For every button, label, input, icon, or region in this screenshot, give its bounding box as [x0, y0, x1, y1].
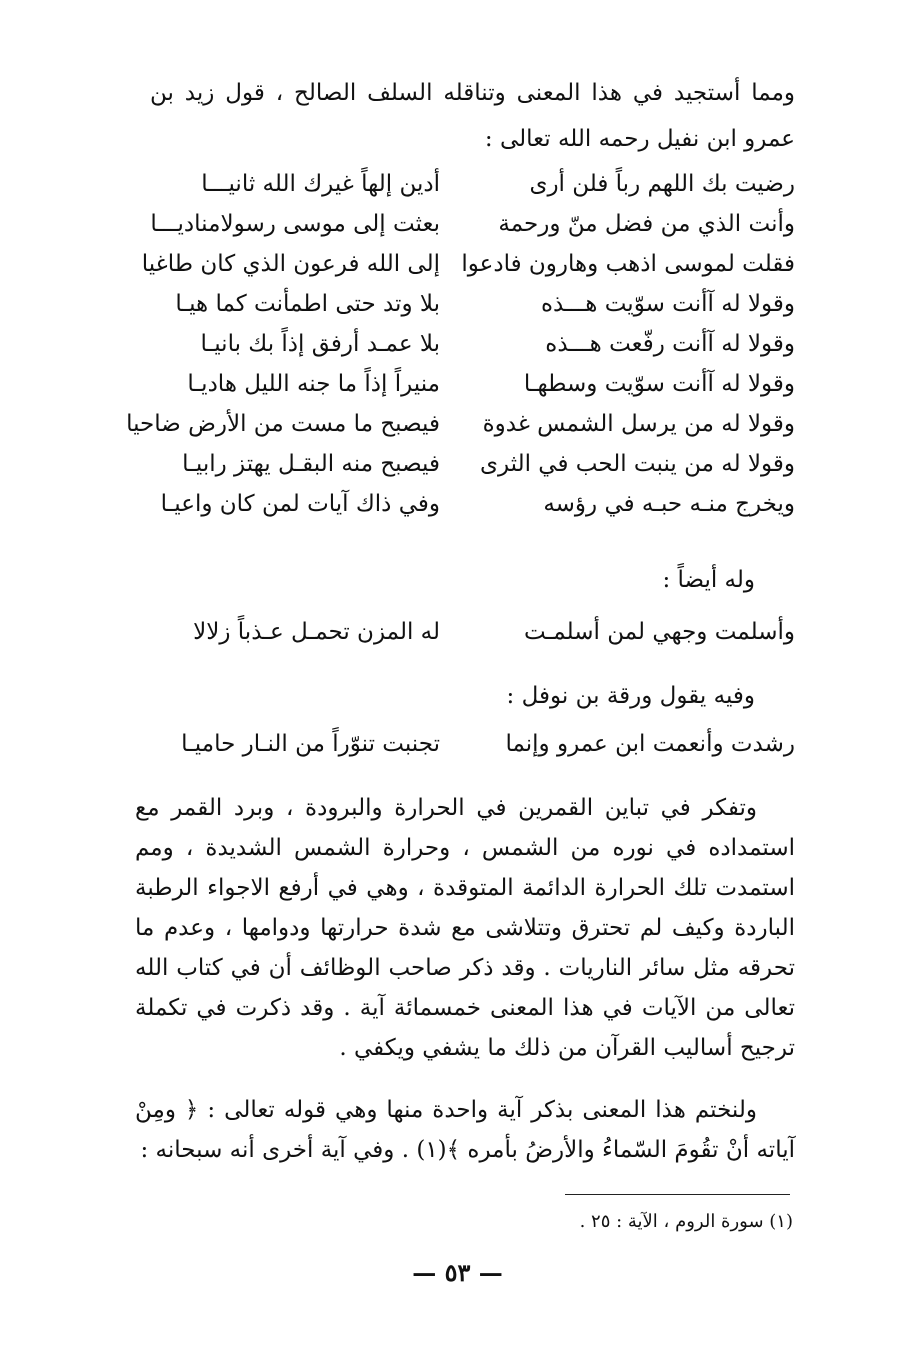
poem-zayd	[126, 164, 795, 524]
paragraph: ولنختم هذا المعنى بذكر آية واحدة منها وهي قوله تعالى : ﴿ ومِنْ آياته أنْ تقُومَ السّماءُ والأرضُ بأمره ﴾(١) . وفي آية أخرى أنه سبحانه :	[135, 1097, 795, 1163]
verse-second-hemistich: تجنبت تنوّراً من النـار حاميـا	[181, 731, 440, 757]
poem-verse	[140, 364, 795, 404]
verse-second-hemistich: بلا وتد حتى اطمأنت كما هيـا	[175, 291, 440, 317]
verse-first-hemistich: وقولا له آأنت سوّيت وسطهـا	[523, 371, 795, 397]
verse-second-hemistich: بلا عمـد أرفق إذاً بك بانيـا	[200, 331, 440, 357]
poem-verse	[140, 204, 795, 244]
poem-verse	[140, 244, 795, 284]
verse-second-hemistich: منيراً إذاً ما جنه الليل هاديـا	[187, 371, 440, 397]
verse-first-hemistich: وقولا له من يرسل الشمس غدوة	[482, 411, 795, 437]
poem-verse	[126, 404, 795, 444]
verse-second-hemistich: له المزن تحمـل عـذباً زلالا	[193, 619, 440, 645]
section-heading-also: وله أيضاً :	[662, 567, 755, 593]
poem-verse	[140, 444, 795, 484]
verse-second-hemistich: فيصبح منه البقـل يهتز رابيـا	[182, 451, 440, 477]
poem-verse-single	[140, 724, 795, 764]
body-text	[135, 788, 795, 1170]
verse-first-hemistich: وأنت الذي من فضل منّ ورحمة	[498, 211, 795, 237]
poem-verse	[140, 164, 795, 204]
verse-first-hemistich: رشدت وأنعمت ابن عمرو وإنما	[505, 731, 795, 757]
verse-first-hemistich: وقولا له آأنت رفّعت هـــذه	[545, 331, 795, 357]
verse-second-hemistich: بعثت إلى موسى رسولامناديـــا	[150, 211, 440, 237]
verse-first-hemistich: وقولا له من ينبت الحب في الثرى	[479, 451, 795, 477]
intro-paragraph: ومما أستجيد في هذا المعنى وتناقله السلف الصالح ، قول زيد بن عمرو ابن نفيل رحمه الله تعالى :	[150, 80, 795, 152]
poem-verse	[140, 284, 795, 324]
section-heading-waraqa: وفيه يقول ورقة بن نوفل :	[506, 683, 755, 709]
paragraph: وتفكر في تباين القمرين في الحرارة والبرودة ، وبرد القمر مع استمداده في نوره من الشمس ، وحرارة الشمس الشديدة ، ومم استمدت تلك الحرارة الدائمة المتوقدة ، وهي في أرفع الاجواء الرطبة الباردة وكيف لم تحترق وتتلاشى مع شدة حرارتها ودوامها ، وعدم ما تحرقه مثل سائر الناريات . وقد ذكر صاحب الوظائف أن في كتاب الله تعالى من الآيات في هذا المعنى خمسمائة آية . وقد ذكرت في تكملة ترجيح أساليب القرآن من ذلك ما يشفي ويكفي .	[135, 795, 795, 1061]
verse-first-hemistich: رضيت بك اللهم رباً فلن أرى	[529, 171, 795, 197]
verse-second-hemistich: إلى الله فرعون الذي كان طاغيا	[141, 251, 440, 277]
poem-verse	[140, 324, 795, 364]
verse-second-hemistich: وفي ذاك آيات لمن كان واعيـا	[160, 491, 440, 517]
poem-verse	[140, 484, 795, 524]
page-number: — ٥٣ —	[412, 1258, 503, 1287]
footnote: (١) سورة الروم ، الآية : ٢٥ .	[579, 1211, 793, 1232]
verse-first-hemistich: ويخرج منـه حبـه في رؤسه	[543, 491, 795, 517]
verse-second-hemistich: أدين إلهاً غيرك الله ثانيـــا	[201, 171, 440, 197]
verse-first-hemistich: وأسلمت وجهي لمن أسلمـت	[523, 619, 795, 645]
poem-verse-single	[140, 612, 795, 652]
footnote-divider	[565, 1194, 790, 1195]
verse-first-hemistich: فقلت لموسى اذهب وهارون فادعوا	[461, 251, 795, 277]
verse-second-hemistich: فيصبح ما مست من الأرض ضاحيا	[126, 411, 440, 437]
verse-first-hemistich: وقولا له آأنت سوّيت هـــذه	[540, 291, 795, 317]
